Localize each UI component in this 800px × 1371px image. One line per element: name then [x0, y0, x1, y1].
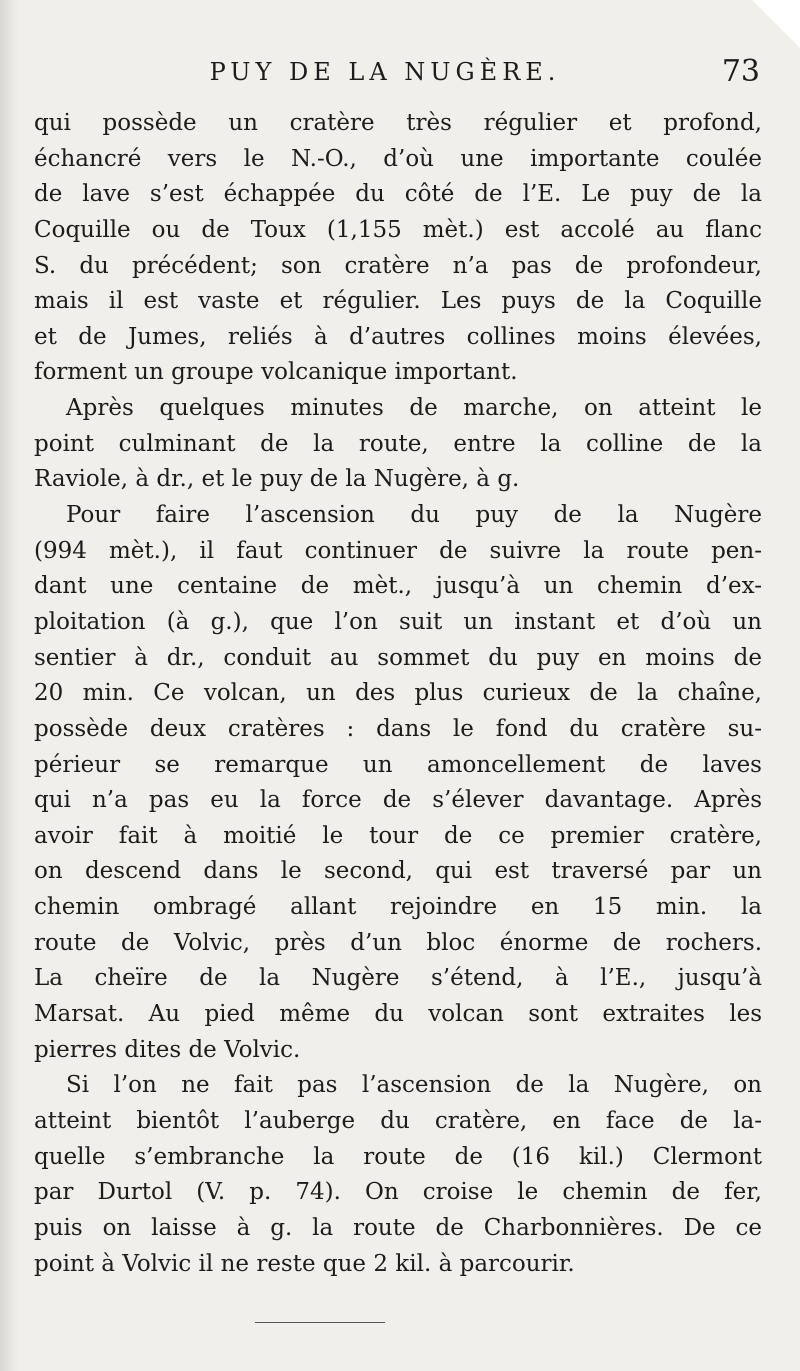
- text-line: qui n’a pas eu la force de s’élever davantage. Après: [34, 787, 762, 814]
- body-text: [34, 106, 762, 1282]
- text-line: point à Volvic il ne reste que 2 kil. à parcourir.: [34, 1250, 575, 1277]
- text-line: qui possède un cratère très régulier et profond,: [34, 110, 762, 136]
- page-header: [0, 52, 800, 92]
- text-line: atteint bientôt l’auberge du cratère, en face de la-: [34, 1107, 762, 1134]
- text-line: possède deux cratères : dans le fond du cratère su-: [34, 715, 762, 742]
- text-line: avoir fait à moitié le tour de ce premier cratère,: [34, 822, 762, 849]
- text-line: sentier à dr., conduit au sommet du puy en moins de: [34, 644, 762, 671]
- text-line: par Durtol (V. p. 74). On croise le chemin de fer,: [34, 1179, 762, 1206]
- text-line: puis on laisse à g. la route de Charbonnières. De ce: [34, 1214, 762, 1241]
- text-line: mais il est vaste et régulier. Les puys de la Coquille: [34, 288, 762, 315]
- text-line: pierres dites de Volvic.: [34, 1036, 301, 1063]
- text-line: point culminant de la route, entre la colline de la: [34, 430, 762, 457]
- text-line: échancré vers le N.-O., d’où une importante coulée: [34, 145, 762, 172]
- text-line: et de Jumes, reliés à d’autres collines moins élevées,: [34, 323, 762, 350]
- text-line: Marsat. Au pied même du volcan sont extraites les: [34, 1001, 762, 1028]
- text-line: on descend dans le second, qui est traversé par un: [34, 858, 762, 885]
- page-corner: [752, 0, 800, 48]
- text-line: quelle s’embranche la route de (16 kil.) Clermont: [34, 1143, 762, 1170]
- page-number: 73: [721, 54, 760, 89]
- text-line: périeur se remarque un amoncellement de laves: [34, 751, 762, 778]
- text-line: dant une centaine de mèt., jusqu’à un chemin d’ex-: [34, 573, 762, 600]
- text-line: 20 min. Ce volcan, un des plus curieux de la chaîne,: [34, 680, 762, 707]
- footer-rule: [255, 1322, 385, 1323]
- text-line: Après quelques minutes de marche, on atteint le: [66, 395, 762, 422]
- text-line: Si l’on ne fait pas l’ascension de la Nugère, on: [66, 1072, 762, 1099]
- running-head: PUY DE LA NUGÈRE.: [209, 58, 561, 86]
- text-line: de lave s’est échappée du côté de l’E. Le puy de la: [34, 181, 762, 208]
- text-line: route de Volvic, près d’un bloc énorme de rochers.: [34, 929, 762, 956]
- text-line: Raviole, à dr., et le puy de la Nugère, à g.: [34, 466, 520, 493]
- text-line: forment un groupe volcanique important.: [34, 359, 518, 386]
- text-line: ploitation (à g.), que l’on suit un instant et d’où un: [34, 608, 762, 635]
- text-line: (994 mèt.), il faut continuer de suivre la route pen-: [34, 537, 762, 564]
- text-line: Pour faire l’ascension du puy de la Nugère: [66, 502, 762, 529]
- text-line: S. du précédent; son cratère n’a pas de profondeur,: [34, 252, 762, 279]
- text-line: chemin ombragé allant rejoindre en 15 min. la: [34, 894, 762, 921]
- text-line: La cheïre de la Nugère s’étend, à l’E., jusqu’à: [34, 965, 762, 992]
- text-line: Coquille ou de Toux (1,155 mèt.) est accolé au flanc: [34, 216, 762, 243]
